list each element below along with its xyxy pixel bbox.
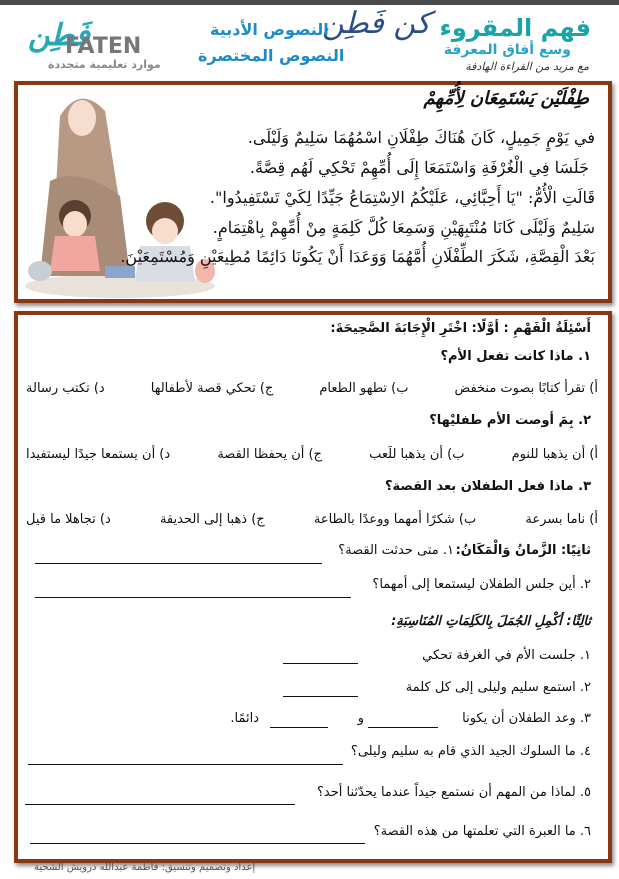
story-line: قَالَتِ الْأُمُّ: "يَا أَحِبَّائِي، عَلَيْكُمُ الاِسْتِمَاعُ جَيِّدًا لِكَيْ تَسْتَفِيدُوا".	[209, 188, 595, 207]
conjunction: و	[357, 711, 364, 726]
option[interactable]: د) تكتب رسالة	[26, 381, 105, 396]
option[interactable]: أ) أن يذهبا للنوم	[511, 447, 598, 462]
answer-blank[interactable]	[35, 597, 351, 598]
story-line: جَلَسَا فِي الْغُرْفَةِ وَاسْتَمَعَا إِلَى أُمِّهِمْ تَحْكِي لَهُم قِصَّةً.	[249, 158, 589, 177]
option[interactable]: ب) شكرًا أمهما ووعدًا بالطاعة	[313, 512, 477, 527]
option[interactable]: أ) تقرأ كتابًا بصوت منخفض	[454, 381, 598, 396]
answer-blank[interactable]	[28, 764, 343, 765]
answer-blank[interactable]	[270, 727, 328, 728]
top-bar	[0, 0, 619, 5]
answer-blank[interactable]	[35, 563, 322, 564]
mcq-options	[26, 447, 598, 462]
section3-question: ١. جلست الأم في الغرفة تحكي	[422, 648, 591, 663]
kan-logo: كن فَطِن	[322, 6, 431, 41]
section3-question: ٤. ما السلوك الجيد الذي قام به سليم وليلى؟	[350, 744, 591, 759]
story-line: بَعْدَ الْقِصَّةِ، شَكَرَ الطِّفْلَانِ أُمَّهُمَا وَوَعَدَا أَنْ يَكُونَا دَائِمًا مُطِيعَيْنِ وَمُسْتَمِعَيْنَ.	[120, 247, 595, 266]
option[interactable]: ب) أن يذهبا للَعب	[369, 447, 465, 462]
section3-question: ٦. ما العبرة التي تعلمتها من هذه القصة؟	[373, 824, 591, 839]
section3-title: ثالِثًا: أكْمِلِ الجُمَلَ بِالكَلِمَاتِ المُنَاسِبَةِ:	[391, 614, 591, 629]
brand-title: فهم المقروء	[439, 14, 591, 42]
answer-blank[interactable]	[283, 696, 358, 697]
mcq-question: ٢. بِمَ أوصت الأم طفليْها؟	[429, 413, 591, 428]
faten-logo-en: FATEN	[65, 34, 142, 59]
mcq-options	[26, 512, 598, 527]
option[interactable]: ج) تحكي قصة لأطفالها	[150, 381, 274, 396]
sentence-end: دائمًا.	[230, 711, 259, 726]
section3-question: ٣. وعد الطفلان أن يكونا	[462, 711, 591, 726]
section2-question: ١. متى حدثت القصة؟	[338, 543, 454, 558]
questions-heading: أَسْئِلَةُ الْفَهْمِ : أوَّلًا: اخْتَرِ الْإِجَابَةَ الصَّحِيحَةَ:	[330, 321, 591, 336]
brand-subtitle: وسع أفاق المعرفة	[443, 42, 571, 58]
section3-question: ٥. لماذا من المهم أن نستمع جيداً عندما يحدّثنا أحد؟	[317, 785, 591, 800]
footer-credit: إعداد وتصميم وتنسيق: فاطمة عبدالله درويش الشحية	[34, 862, 256, 873]
story-line: في يَوْمٍ جَمِيلٍ، كَانَ هُنَاكَ طِفْلَانِ اسْمُهُمَا سَلِيمٌ وَلَيْلَى.	[247, 128, 595, 147]
section2-question: ٢. أين جلس الطفلان ليستمعا إلى أمهما؟	[372, 577, 591, 592]
answer-blank[interactable]	[25, 804, 295, 805]
option[interactable]: د) أن يستمعا جيدًا ليستفيدا	[26, 447, 171, 462]
series-line2: النصوص المختصرة	[198, 46, 345, 65]
mother-children-illustration	[20, 86, 220, 298]
brand-tagline: مع مزيد من القراءة الهادفة	[465, 60, 589, 73]
option[interactable]: د) تجاهلا ما قيل	[26, 512, 111, 527]
answer-blank[interactable]	[368, 727, 438, 728]
story-title: طِفْلَيْن يَسْتَمِعَان لِأُمِّهِمْ	[423, 88, 589, 109]
mcq-question: ١. ماذا كانت تفعل الأم؟	[440, 349, 591, 364]
faten-subtitle: موارد تعليمية متجددة	[48, 58, 161, 71]
answer-blank[interactable]	[30, 843, 365, 844]
mcq-options	[26, 381, 598, 396]
section3-question: ٢. استمع سليم وليلى إلى كل كلمة	[405, 680, 591, 695]
option[interactable]: ب) تطهو الطعام	[319, 381, 409, 396]
series-line1: النصوص الأدبية	[210, 20, 329, 39]
option[interactable]: ج) ذهبا إلى الحديقة	[159, 512, 265, 527]
story-line: سَلِيمٌ وَلَيْلَى كَانَا مُنْتَبِهَيْنِ وَسَمِعَا كُلَّ كَلِمَةٍ مِنْ أُمِّهِمْ بِاهْتِمَامٍ.	[212, 218, 595, 237]
faten-logo-ar: فَطِن	[28, 18, 90, 53]
section2-title: ثانِيًا: الزَّمانُ وَالْمَكَانُ:	[455, 543, 591, 558]
answer-blank[interactable]	[283, 663, 358, 664]
option[interactable]: أ) ناما بسرعة	[525, 512, 598, 527]
mcq-question: ٣. ماذا فعل الطفلان بعد القصة؟	[385, 479, 591, 494]
option[interactable]: ج) أن يحفظا القصة	[217, 447, 322, 462]
